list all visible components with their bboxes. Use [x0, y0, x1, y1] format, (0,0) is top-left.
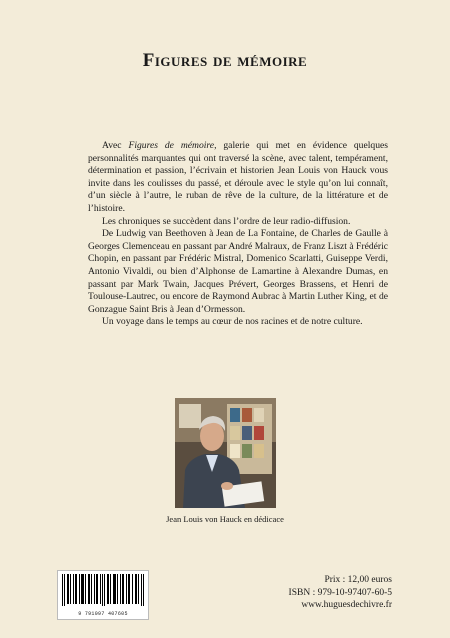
paragraph-intro-start: Avec: [102, 140, 129, 151]
barcode-bars: [58, 571, 148, 609]
paragraph-voyage: Un voyage dans le temps au cœur de nos racines et de notre culture.: [102, 316, 363, 328]
price: Prix : 12,00 euros: [324, 575, 392, 585]
paragraph-intro: [88, 140, 388, 216]
paragraph-figures: De Ludwig van Beethoven à Jean de La Fontaine, de Charles de Gaulle à Georges Clemenceau en passant par André Malraux, de Franz Liszt à Frédéric Chopin, en passant par Frédéric Mistral, Domenico Scarlatti, Guiseppe Verdi, Antonio Vivaldi, ou bien d’Alphonse de Lamartine à Alexandre Dumas, en passant par Mark Twain, Jacques Prévert, Georges Brassens, et Henri de Toulouse-Lautrec, ou encore de Raymond Aubrac à Martin Luther King, et de Gonzague Saint Bris à Jean d’Ormesson.: [88, 228, 388, 315]
isbn-barcode: [57, 570, 149, 620]
back-cover-text: [88, 140, 388, 329]
isbn: ISBN : 979-10-97407-60-5: [288, 587, 392, 598]
publisher-website: www.huguesdechivre.fr: [301, 600, 392, 610]
photo-caption: Jean Louis von Hauck en dédicace: [166, 514, 284, 524]
author-photo-illustration: [175, 398, 276, 508]
paragraph-intro-italic-title: Figures de mémoire: [128, 140, 215, 151]
paragraph-intro-rest: , galerie qui met en évidence quelques personnalités marquantes qui ont traversé la scène, avec talent, tempérament, détermination et passion, l’écrivain et historien Jean Louis von Hauck vous invite dans les coulisses du passé, et déroule avec le style qu’on lui connaît, d’un siècle à l’autre, le ruban de rêve de la culture, de la littérature et de l’histoire.: [88, 140, 388, 214]
publication-info: [289, 574, 392, 612]
barcode-number: 9 791097 407605: [78, 611, 128, 617]
book-title: Figures de mémoire: [142, 50, 308, 71]
author-photo: [175, 398, 276, 508]
paragraph-chronicles: Les chroniques se succèdent dans l’ordre de leur radio-diffusion.: [102, 215, 351, 227]
